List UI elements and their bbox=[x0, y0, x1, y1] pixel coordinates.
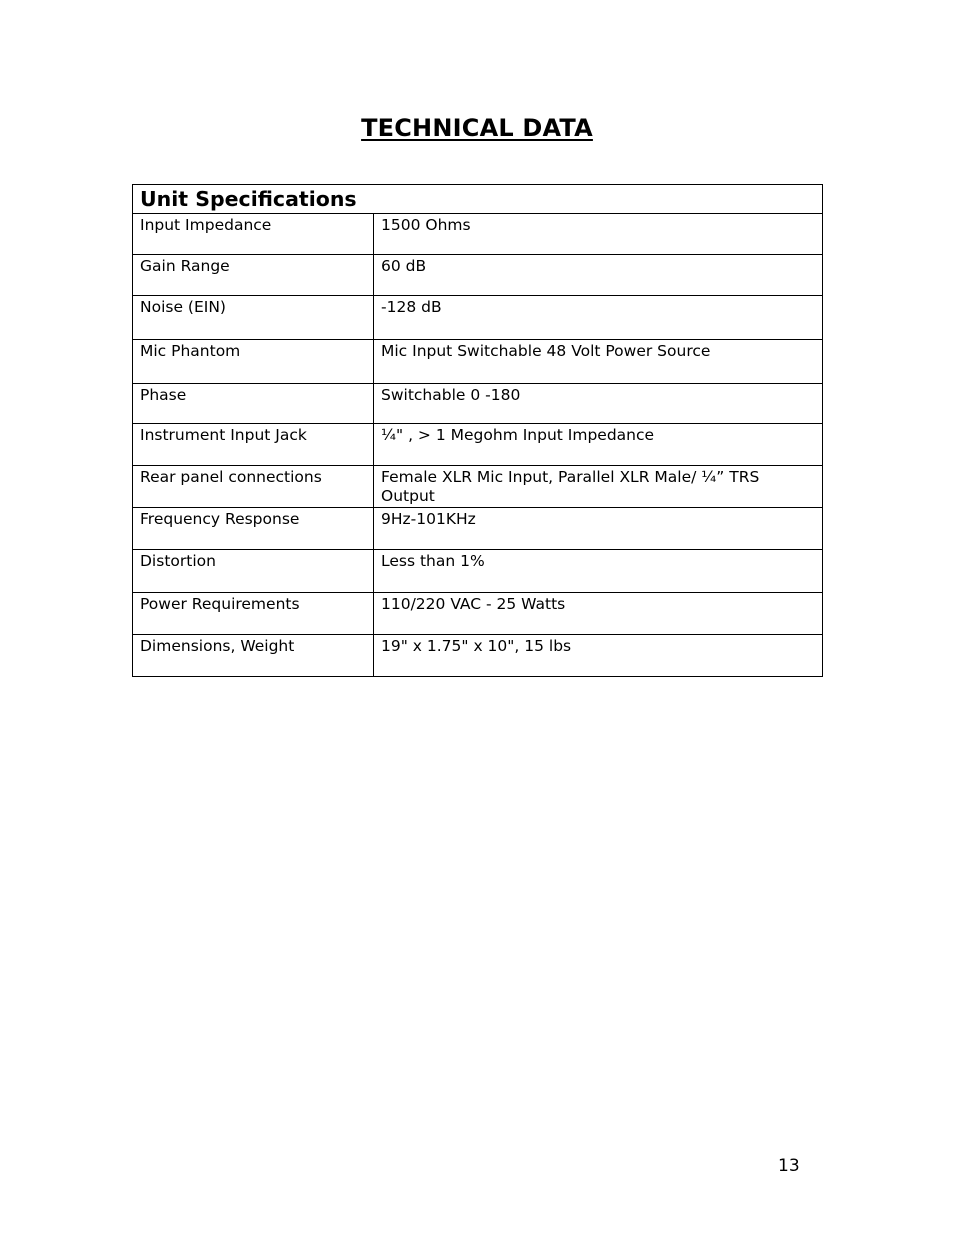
table-row bbox=[133, 508, 823, 550]
table-row bbox=[133, 296, 823, 340]
table-row bbox=[133, 593, 823, 635]
table-row bbox=[133, 424, 823, 466]
table-row bbox=[133, 340, 823, 384]
table-heading-row bbox=[133, 185, 823, 214]
table-row bbox=[133, 550, 823, 593]
spec-label: Rear panel connections bbox=[133, 466, 374, 508]
spec-value: ¼" , > 1 Megohm Input Impedance bbox=[374, 424, 823, 466]
spec-label: Distortion bbox=[133, 550, 374, 593]
spec-value: 60 dB bbox=[374, 255, 823, 296]
table-heading: Unit Specifications bbox=[133, 185, 823, 214]
unit-specifications-table bbox=[132, 184, 823, 677]
spec-value: Less than 1% bbox=[374, 550, 823, 593]
spec-label: Power Requirements bbox=[133, 593, 374, 635]
table-row bbox=[133, 384, 823, 424]
page-title: TECHNICAL DATA bbox=[361, 114, 593, 142]
spec-value: Female XLR Mic Input, Parallel XLR Male/ ¼” TRS Output bbox=[374, 466, 823, 508]
table-row bbox=[133, 255, 823, 296]
spec-value: 110/220 VAC - 25 Watts bbox=[374, 593, 823, 635]
spec-label: Instrument Input Jack bbox=[133, 424, 374, 466]
spec-value: 19" x 1.75" x 10", 15 lbs bbox=[374, 635, 823, 677]
table-row bbox=[133, 214, 823, 255]
spec-value: -128 dB bbox=[374, 296, 823, 340]
spec-label: Frequency Response bbox=[133, 508, 374, 550]
spec-value: Mic Input Switchable 48 Volt Power Source bbox=[374, 340, 823, 384]
spec-label: Dimensions, Weight bbox=[133, 635, 374, 677]
spec-value: 1500 Ohms bbox=[374, 214, 823, 255]
spec-label: Phase bbox=[133, 384, 374, 424]
table-row bbox=[133, 635, 823, 677]
spec-label: Input Impedance bbox=[133, 214, 374, 255]
spec-label: Gain Range bbox=[133, 255, 374, 296]
table-row bbox=[133, 466, 823, 508]
spec-label: Noise (EIN) bbox=[133, 296, 374, 340]
page-number: 13 bbox=[778, 1156, 800, 1176]
spec-value: 9Hz-101KHz bbox=[374, 508, 823, 550]
spec-value: Switchable 0 -180 bbox=[374, 384, 823, 424]
spec-label: Mic Phantom bbox=[133, 340, 374, 384]
